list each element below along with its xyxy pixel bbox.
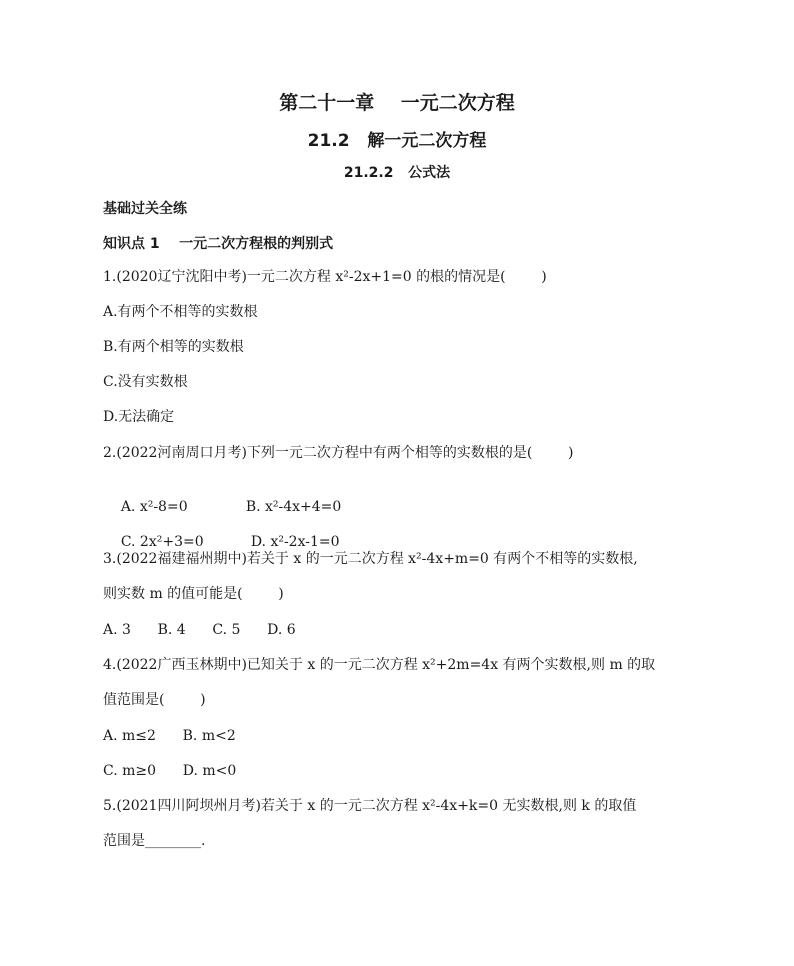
knowledge-point-heading: 知识点 1 一元二次方程根的判别式 bbox=[103, 236, 334, 252]
question-3-stem-line-2: 则实数 m 的值可能是( ) bbox=[103, 586, 284, 602]
question-1-option-c: C.没有实数根 bbox=[103, 374, 188, 390]
question-4-stem-line-1: 4.(2022广西玉林期中)已知关于 x 的一元二次方程 x²+2m=4x 有两个实数根,则 m 的取 bbox=[103, 657, 656, 673]
subsection-title: 21.2.2 公式法 bbox=[343, 165, 451, 181]
question-2-option-c: C. 2x²+3=0 bbox=[120, 534, 204, 550]
chapter-title: 第二十一章 一元二次方程 bbox=[279, 92, 515, 114]
question-2-option-d: D. x²-2x-1=0 bbox=[250, 534, 340, 550]
question-3-options: A. 3 B. 4 C. 5 D. 6 bbox=[103, 622, 296, 638]
question-1-option-d: D.无法确定 bbox=[103, 409, 175, 425]
question-4-options-row-1: A. m≤2 B. m<2 bbox=[103, 728, 236, 744]
category-heading: 基础过关全练 bbox=[103, 201, 187, 217]
question-1-option-a: A.有两个不相等的实数根 bbox=[103, 304, 258, 320]
question-2-option-a: A. x²-8=0 bbox=[120, 499, 188, 515]
question-3-stem-line-1: 3.(2022福建福州期中)若关于 x 的一元二次方程 x²-4x+m=0 有两个不相等的实数根, bbox=[103, 551, 638, 567]
question-2-option-b: B. x²-4x+4=0 bbox=[245, 499, 342, 515]
question-4-stem-line-2: 值范围是( ) bbox=[103, 692, 206, 708]
question-5-stem-line-2: 范围是________. bbox=[103, 833, 206, 849]
section-title: 21.2 解一元二次方程 bbox=[307, 131, 487, 151]
question-5-stem-line-1: 5.(2021四川阿坝州月考)若关于 x 的一元二次方程 x²-4x+k=0 无实数根,则 k 的取值 bbox=[103, 798, 637, 814]
question-1-stem: 1.(2020辽宁沈阳中考)一元二次方程 x²-2x+1=0 的根的情况是( ) bbox=[103, 269, 547, 285]
question-1-option-b: B.有两个相等的实数根 bbox=[103, 339, 244, 355]
question-4-options-row-2: C. m≥0 D. m<0 bbox=[103, 763, 237, 779]
question-2-stem: 2.(2022河南周口月考)下列一元二次方程中有两个相等的实数根的是( ) bbox=[103, 445, 574, 461]
